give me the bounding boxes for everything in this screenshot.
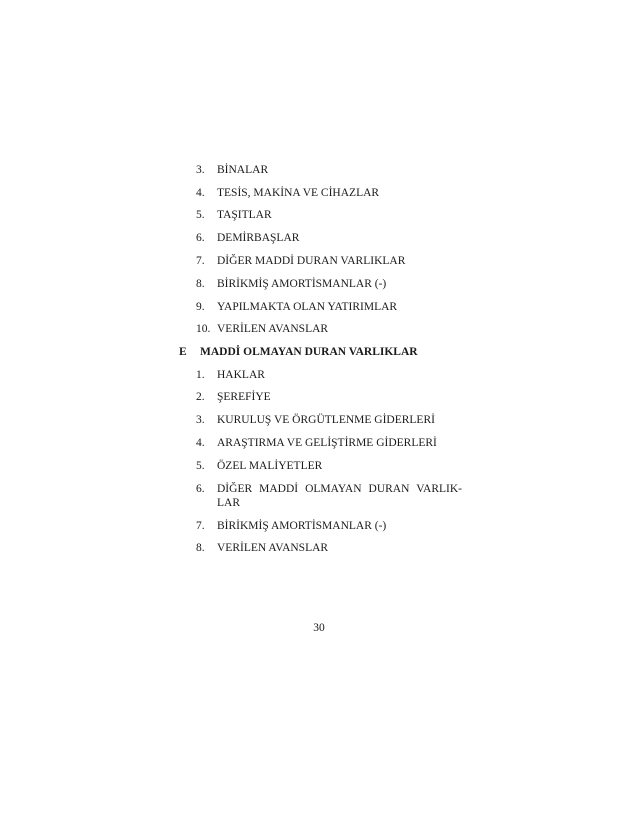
list-item-number: 7. xyxy=(196,255,205,267)
list-item-text: DİĞER MADDİ DURAN VARLIKLAR xyxy=(217,255,406,267)
list-item-text: HAKLAR xyxy=(217,369,265,381)
list-item-number: 5. xyxy=(196,209,205,221)
list-item-text: KURULUŞ VE ÖRGÜTLENME GİDERLERİ xyxy=(217,414,435,426)
list-item-text: ÖZEL MALİYETLER xyxy=(217,460,323,472)
list-item-text: VERİLEN AVANSLAR xyxy=(217,323,329,335)
list-item-text: DEMİRBAŞLAR xyxy=(217,232,300,244)
list-item-text: TAŞITLAR xyxy=(217,209,272,221)
section-letter: E xyxy=(179,346,187,358)
list-item-number: 1. xyxy=(196,369,205,381)
page-number: 30 xyxy=(313,622,325,634)
list-item-number: 3. xyxy=(196,414,205,426)
list-item-number: 2. xyxy=(196,391,205,403)
list-item-text-line1: DİĞER MADDİ OLMAYAN DURAN VARLIK- xyxy=(217,483,462,495)
list-item-text: VERİLEN AVANSLAR xyxy=(217,542,329,554)
list-item-text-line2: LAR xyxy=(217,497,240,509)
list-item-text: BİRİKMİŞ AMORTİSMANLAR (-) xyxy=(217,520,387,532)
list-item-number: 3. xyxy=(196,164,205,176)
list-item-text: TESİS, MAKİNA VE CİHAZLAR xyxy=(217,187,380,199)
list-item-number: 6. xyxy=(196,232,205,244)
list-item-text: ŞEREFİYE xyxy=(217,391,271,403)
list-item-number: 9. xyxy=(196,301,205,313)
list-item-number: 6. xyxy=(196,483,205,495)
list-item-number: 4. xyxy=(196,437,205,449)
section-title: MADDİ OLMAYAN DURAN VARLIKLAR xyxy=(200,346,418,358)
list-item-number: 8. xyxy=(196,278,205,290)
list-item-number: 5. xyxy=(196,460,205,472)
list-item-number: 8. xyxy=(196,542,205,554)
list-item-text: YAPILMAKTA OLAN YATIRIMLAR xyxy=(217,301,398,313)
list-item-text: BİRİKMİŞ AMORTİSMANLAR (-) xyxy=(217,278,387,290)
list-item-text: ARAŞTIRMA VE GELİŞTİRME GİDERLERİ xyxy=(217,437,437,449)
list-item-number: 7. xyxy=(196,520,205,532)
list-item-text: BİNALAR xyxy=(217,164,269,176)
list-item-number: 4. xyxy=(196,187,205,199)
list-item-number: 10. xyxy=(196,323,211,335)
